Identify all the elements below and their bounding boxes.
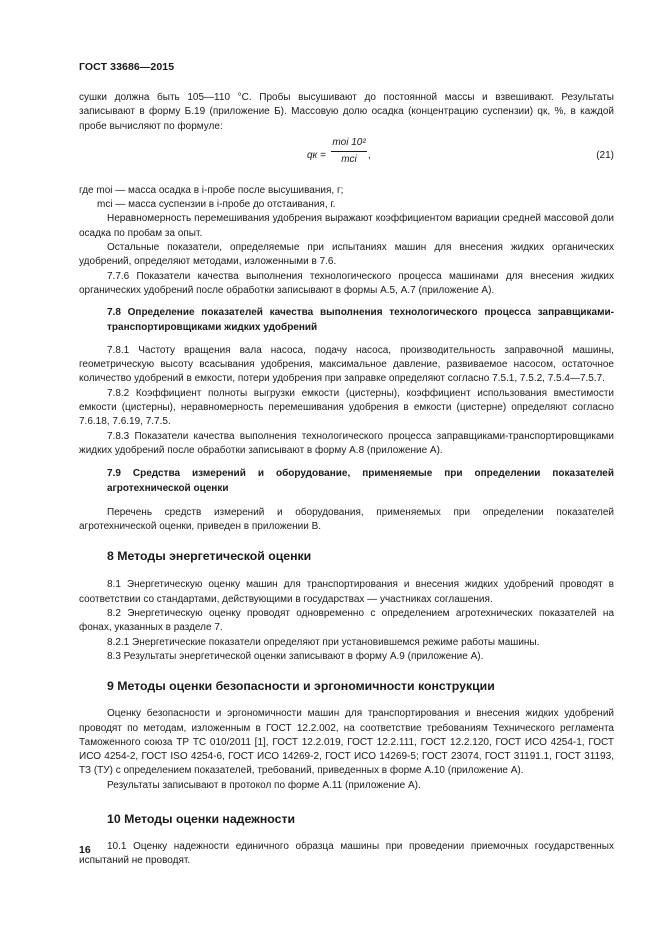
page-number: 16 — [79, 844, 91, 856]
heading-section-9: 9 Методы оценки безопасности и эргономичности конструкции — [107, 679, 495, 694]
where-line-2: mсi — масса суспензии в i-пробе до отстаивания, г. — [97, 199, 336, 211]
heading-section-8: 8 Методы энергетической оценки — [107, 549, 312, 564]
paragraph-9-results: Результаты записывают в протокол по форме А.11 (приложение А). — [107, 779, 421, 791]
formula-comma: , — [368, 149, 371, 161]
paragraph-7-8-2: 7.8.2 Коэффициент полноты выгрузки емкости (цистерны), коэффициент использования вместимости емкости (цистерны), неравномерность перемешивания удобрения в емкости (цистерне) определяют согласно 7.6.18, 7.6.19, 7.7.5. — [79, 387, 614, 428]
document-body — [79, 91, 614, 869]
paragraph-8-3: 8.3 Результаты энергетической оценки записывают в форму А.9 (приложение А). — [107, 650, 484, 662]
paragraph-intro: сушки должна быть 105—110 °С. Пробы высушивают до постоянной массы и взвешивают. Результаты записывают в форму Б.19 (приложение Б). Массовую долю осадка (концентрацию суспензии) qк, %, в каждой пробе вычисляют по формуле: — [79, 92, 614, 132]
standard-header: ГОСТ 33686—2015 — [79, 61, 175, 73]
paragraph-nerav: Неравномерность перемешивания удобрения выражают коэффициентом вариации средней массовой доли осадка по пробам за опыт. — [79, 213, 614, 239]
formula-denominator: mсi — [341, 154, 357, 166]
paragraph-8-2-1: 8.2.1 Энергетические показатели определяют при установившемся режиме работы машины. — [107, 636, 540, 648]
paragraph-ostal: Остальные показатели, определяемые при испытаниях машин для внесения жидких органических удобрений, определяют методами, изложенными в 7.6. — [79, 242, 614, 268]
heading-section-10: 10 Методы оценки надежности — [107, 811, 296, 826]
heading-7-9: 7.9 Средства измерений и оборудование, применяемые при определении показателей агротехнической оценки — [107, 468, 614, 494]
formula-fraction — [331, 136, 367, 168]
formula-number: (21) — [596, 149, 614, 161]
where-line-1: где mоi — масса осадка в i-пробе после высушивания, г; — [79, 184, 344, 196]
paragraph-7-8-3: 7.8.3 Показатели качества выполнения технологического процесса заправщиками-транспортировщиками жидких удобрений после обработки записывают в форму А.8 (приложение А). — [79, 430, 614, 456]
formula-numerator: mоi 10² — [331, 136, 367, 152]
paragraph-8-1: 8.1 Энергетическую оценку машин для транспортирования и внесения жидких удобрений проводят в соответствии со стандартами, действующими в государствах — участниках соглашения. — [79, 579, 614, 605]
formula-21 — [79, 136, 614, 182]
paragraph-9: Оценку безопасности и эргономичности машин для транспортирования и внесения жидких удобрений проводят по методам, изложенным в ГОСТ 12.2.002, на соответствие требованиям Технического регламента Таможенного союза ТР ТС 010/2011 [1], ГОСТ 12.2.019, ГОСТ 12.2.111, ГОСТ 12.2.120, ГОСТ ИСО 4254-1, ГОСТ ИСО 4254-2, ГОСТ ISO 4254-6, ГОСТ ИСО 14269-2, ГОСТ ИСО 14269-5; ГОСТ 23074, ГОСТ 31191.1, ГОСТ 31193, ТЗ (ТУ) с определением показателей, требований, приведенных в форме А.10 (приложение А). — [79, 708, 614, 777]
paragraph-7-8-1: 7.8.1 Частоту вращения вала насоса, подачу насоса, производительность заправочной машины, геометрическую высоту всасывания удобрения, максимальное давление, развиваемое насосом, остаточное количество удобрений в емкости, потери удобрения при заправке определяют согласно 7.5.1, 7.5.2, 7.5.4—7.5.7. — [79, 344, 614, 385]
paragraph-7-9: Перечень средств измерений и оборудования, применяемых при определении показателей агротехнической оценки, приведен в приложении В. — [79, 506, 614, 533]
heading-7-8: 7.8 Определение показателей качества выполнения технологического процесса заправщиками-транспортировщиками жидких удобрений — [107, 307, 614, 333]
formula-lhs: qк = — [307, 149, 326, 161]
paragraph-7-7-6: 7.7.6 Показатели качества выполнения технологического процесса машинами для внесения жидких органических удобрений после обработки записывают в формы А.5, А.7 (приложение А). — [79, 270, 614, 296]
paragraph-8-2: 8.2 Энергетическую оценку проводят одновременно с определением агротехнических показателей на фонах, указанных в разделе 7. — [79, 608, 614, 634]
paragraph-10-1: 10.1 Оценку надежности единичного образца машины при проведении приемочных государственных испытаний не проводят. — [79, 840, 614, 867]
